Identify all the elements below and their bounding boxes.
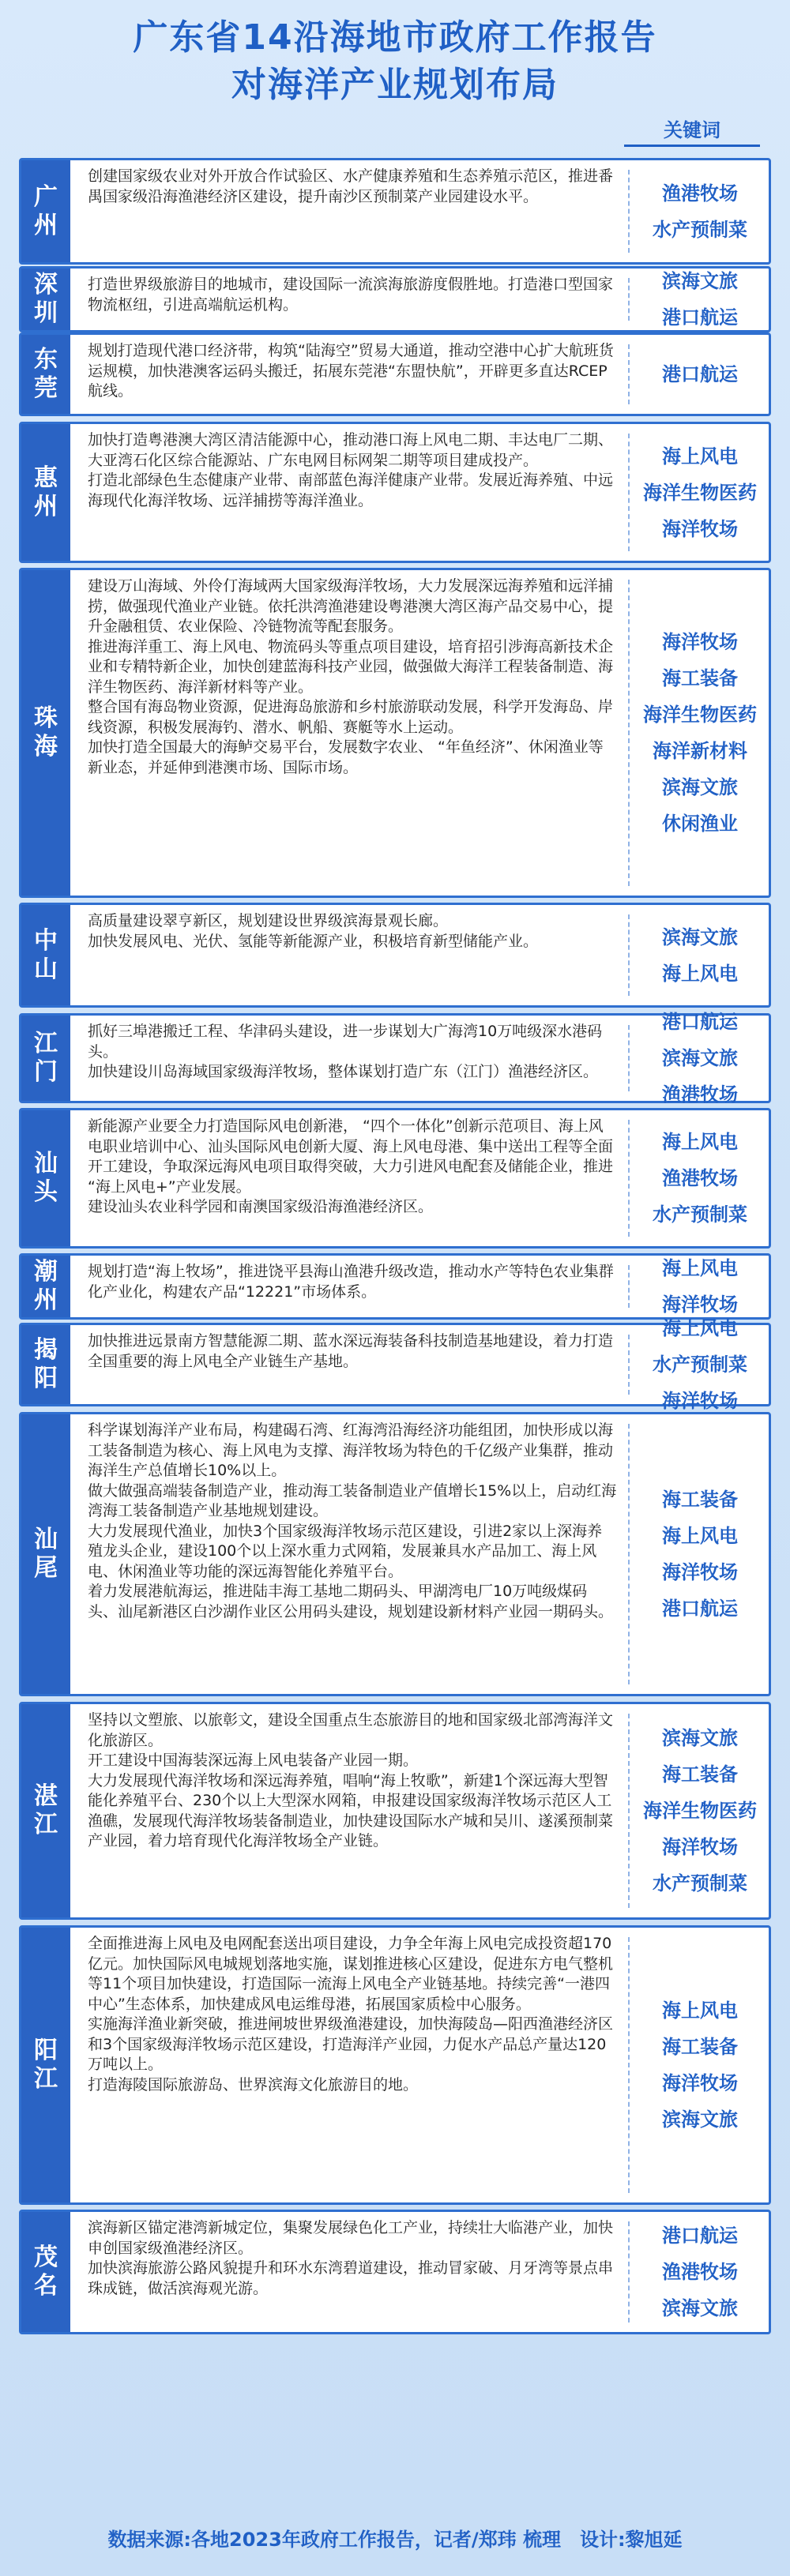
city-row <box>19 2210 771 2334</box>
plan-paragraph: 实施海洋渔业新突破，推进闸坡世界级渔港建设，加快海陵岛—阳西渔港经济区和3个国家级海洋牧场示范区建设，打造海洋产业园，力促水产品总产量达120万吨以上。 <box>88 2015 614 2073</box>
dashed-divider <box>628 1714 630 1908</box>
city-row <box>19 1412 771 1696</box>
keyword-tag: 滨海文旅 <box>662 1727 738 1749</box>
keyword-tag: 港口航运 <box>662 2225 738 2247</box>
city-row <box>19 1702 771 1920</box>
keyword-list <box>631 1110 769 1246</box>
keyword-tag: 滨海文旅 <box>662 270 738 292</box>
plan-paragraph: 打造世界级旅游目的地城市，建设国际一流滨海旅游度假胜地。打造港口型国家物流枢纽，引进高端航运机构。 <box>88 276 614 314</box>
keyword-tag: 滨海文旅 <box>662 1047 738 1069</box>
dashed-divider <box>628 278 630 321</box>
plan-paragraph: 推进海洋重工、海上风电、物流码头等重点项目建设，培育招引涉海高新技术企业和专精特新企业，加快创建蓝海科技产业园，做强做大海洋工程装备制造、海洋生物医药、海洋新材料等产业。 <box>88 637 614 696</box>
plan-paragraph: 整合国有海岛物业资源，促进海岛旅游和乡村旅游联动发展，科学开发海岛、岸线资源，积极发展海钓、潜水、帆船、赛艇等水上运动。 <box>88 698 614 736</box>
keyword-list <box>631 268 769 330</box>
keyword-header: 关键词 <box>664 119 720 141</box>
plan-paragraph: 加快打造全国最大的海鲈交易平台，发展数字农业、 “年鱼经济”、休闲渔业等新业态，并延伸到港澳市场、国际市场。 <box>88 738 604 776</box>
plan-paragraph: 规划打造现代港口经济带，构筑“陆海空”贸易大通道，推动空港中心扩大航班货运规模，加快港澳客运码头搬迁，拓展东莞港“东盟快航”，开辟更多直达RCEP航线。 <box>88 342 614 400</box>
plan-paragraph: 创建国家级农业对外开放合作试验区、水产健康养殖和生态养殖示范区，推进番禺国家级沿海渔港经济区建设，提升南沙区预制菜产业园建设水平。 <box>88 167 614 205</box>
plan-paragraph: 新能源产业要全力打造国际风电创新港， “四个一体化”创新示范项目、海上风电职业培训中心、汕头国际风电创新大厦、海上风电母港、集中送出工程等全面开工建设，争取深远海风电项目取得突破，大力引进风电配套及储能企业，推进 “海上风电+”产业发展。 <box>88 1117 614 1196</box>
plan-paragraph: 做大做强高端装备制造产业，推动海工装备制造业产值增长15%以上，启动红海湾海工装备制造产业基地规划建设。 <box>88 1481 617 1519</box>
city-plan-text <box>88 1710 617 1852</box>
keyword-tag: 海上风电 <box>662 2000 738 2022</box>
city-plan-text <box>88 576 617 778</box>
keyword-tag: 滨海文旅 <box>662 2297 738 2319</box>
dashed-divider <box>628 2221 630 2323</box>
keyword-list <box>631 2212 769 2332</box>
city-name: 汕尾 <box>21 1414 70 1694</box>
city-row <box>19 568 771 898</box>
keyword-list <box>631 424 769 561</box>
keyword-tag: 海洋牧场 <box>662 1294 738 1316</box>
plan-paragraph: 打造海陵国际旅游岛、世界滨海文化旅游目的地。 <box>88 2075 419 2093</box>
city-row <box>19 266 771 332</box>
city-plan-text <box>88 1022 617 1083</box>
keyword-tag: 港口航运 <box>662 1011 738 1033</box>
plan-paragraph: 打造北部绿色生态健康产业带、南部蓝色海洋健康产业带。发展近海养殖、中远海现代化海洋牧场、远洋捕捞等海洋渔业。 <box>88 471 614 509</box>
keyword-tag: 渔港牧场 <box>662 1083 738 1106</box>
city-name: 揭阳 <box>21 1325 70 1404</box>
keyword-tag: 港口航运 <box>662 363 738 385</box>
city-plan-text <box>88 1421 617 1622</box>
plan-paragraph: 规划打造“海上牧场”，推进饶平县海山渔港升级改造，推动水产等特色农业集群化产业化，构建农产品“12221”市场体系。 <box>88 1263 614 1301</box>
plan-paragraph: 着力发展港航海运，推进陆丰海工基地二期码头、甲湖湾电厂10万吨级煤码头、汕尾新港区白沙湖作业区公用码头建设，规划建设新材料产业园一期码头。 <box>88 1583 614 1620</box>
city-row <box>19 1108 771 1249</box>
city-plan-text <box>88 341 617 402</box>
keyword-tag: 休闲渔业 <box>662 813 738 835</box>
plan-paragraph: 全面推进海上风电及电网配套送出项目建设，力争全年海上风电完成投资超170亿元。加快国际风电城规划落地实施，谋划推进核心区建设，促进东方电气整机等11个项目加快建设，打造国际一流海上风电全产业链基地。持续完善“一港四中心”生态体系，加快建成风电运维母港，拓展国家质检中心服务。 <box>88 1935 614 2013</box>
dashed-divider <box>628 1120 630 1237</box>
city-name: 中山 <box>21 905 70 1005</box>
title-line-1: 广东省14沿海地市政府工作报告 <box>133 17 657 58</box>
keyword-tag: 海上风电 <box>662 962 738 985</box>
keyword-tag: 海洋生物医药 <box>643 704 757 726</box>
keyword-tag: 水产预制菜 <box>653 1354 747 1376</box>
keyword-tag: 水产预制菜 <box>653 1204 747 1226</box>
plan-paragraph: 加快滨海旅游公路风貌提升和环水东湾碧道建设，推动冒家破、月牙湾等景点串珠成链，做活滨海观光游。 <box>88 2259 614 2297</box>
keyword-list <box>631 1317 769 1412</box>
keyword-list <box>631 1256 769 1317</box>
keyword-tag: 水产预制菜 <box>653 1872 747 1894</box>
city-plan-text <box>88 167 617 207</box>
city-name: 汕头 <box>21 1110 70 1246</box>
keyword-list <box>631 335 769 414</box>
dashed-divider <box>628 1937 630 2193</box>
city-name: 惠州 <box>21 424 70 561</box>
plan-paragraph: 加快推进远景南方智慧能源二期、蓝水深远海装备科技制造基地建设，着力打造全国重要的海上风电全产业链生产基地。 <box>88 1332 614 1370</box>
city-name: 阳江 <box>21 1928 70 2202</box>
keyword-tag: 海上风电 <box>662 1525 738 1547</box>
plan-paragraph: 建设汕头农业科学园和南澳国家级沿海渔港经济区。 <box>88 1198 434 1215</box>
keyword-list <box>631 1011 769 1106</box>
keyword-list <box>631 1414 769 1694</box>
city-plan-text <box>88 1331 617 1372</box>
dashed-divider <box>628 1265 630 1308</box>
city-row <box>19 903 771 1008</box>
city-row <box>19 1253 771 1320</box>
keyword-tag: 滨海文旅 <box>662 2108 738 2131</box>
dashed-divider <box>628 434 630 551</box>
plan-paragraph: 加快打造粤港澳大湾区清洁能源中心，推动港口海上风电二期、丰达电厂二期、大亚湾石化区综合能源站、广东电网目标网架二期等项目建成投产。 <box>88 431 614 469</box>
plan-paragraph: 抓好三埠港搬迁工程、华津码头建设，进一步谋划大广海湾10万吨级深水港码头。 <box>88 1023 603 1061</box>
city-name: 茂名 <box>21 2212 70 2332</box>
keyword-tag: 渔港牧场 <box>662 2261 738 2283</box>
city-name: 江门 <box>21 1016 70 1101</box>
keyword-tag: 港口航运 <box>662 306 738 329</box>
city-plan-text <box>88 1117 617 1218</box>
keyword-tag: 海洋牧场 <box>662 1561 738 1583</box>
keyword-tag: 港口航运 <box>662 1598 738 1620</box>
city-row <box>19 1925 771 2205</box>
keyword-tag: 海上风电 <box>662 1131 738 1153</box>
dashed-divider <box>628 1025 630 1091</box>
plan-paragraph: 加快建设川岛海域国家级海洋牧场，整体谋划打造广东（江门）渔港经济区。 <box>88 1063 599 1080</box>
keyword-tag: 海洋牧场 <box>662 631 738 653</box>
city-plan-text <box>88 1262 617 1302</box>
page-title <box>0 14 790 109</box>
keyword-list <box>631 570 769 896</box>
city-name: 东莞 <box>21 335 70 414</box>
keyword-tag: 海工装备 <box>662 1489 738 1511</box>
keyword-tag: 海洋牧场 <box>662 2072 738 2094</box>
city-plan-text <box>88 1934 617 2095</box>
keyword-tag: 渔港牧场 <box>662 182 738 205</box>
city-row <box>19 422 771 563</box>
keyword-tag: 海工装备 <box>662 2036 738 2058</box>
keyword-tag: 海洋牧场 <box>662 1390 738 1412</box>
city-row <box>19 1011 771 1106</box>
dashed-divider <box>628 1335 630 1395</box>
plan-paragraph: 高质量建设翠亨新区，规划建设世界级滨海景观长廊。 <box>88 912 449 929</box>
dashed-divider <box>628 1424 630 1684</box>
city-name: 湛江 <box>21 1704 70 1917</box>
dashed-divider <box>628 914 630 996</box>
title-line-2: 对海洋产业规划布局 <box>231 65 559 105</box>
keyword-list <box>631 1704 769 1917</box>
keyword-list <box>631 1928 769 2202</box>
city-name: 深圳 <box>21 268 70 330</box>
keyword-tag: 海上风电 <box>662 445 738 468</box>
city-row <box>19 1317 771 1412</box>
plan-paragraph: 开工建设中国海装深远海上风电装备产业园一期。 <box>88 1752 419 1769</box>
plan-paragraph: 滨海新区锚定港湾新城定位，集聚发展绿色化工产业，持续壮大临港产业，加快申创国家级渔港经济区。 <box>88 2219 614 2257</box>
keyword-tag: 海洋生物医药 <box>643 481 757 504</box>
keyword-header-underline <box>624 145 760 147</box>
keyword-tag: 滨海文旅 <box>662 776 738 798</box>
plan-paragraph: 大力发展现代海洋牧场和深远海养殖，唱响“海上牧歌”，新建1个深远海大型智能化养殖平台、230个以上大型深水网箱，申报建设国家级海洋牧场示范区人工渔礁，发展现代海洋牧场装备制造业，加快建设国际水产城和吴川、遂溪预制菜产业园，着力培育现代化海洋牧场全产业链。 <box>88 1771 614 1849</box>
city-plan-text <box>88 275 617 315</box>
keyword-tag: 海洋牧场 <box>662 1836 738 1858</box>
keyword-tag: 海洋牧场 <box>662 517 738 540</box>
keyword-tag: 渔港牧场 <box>662 1167 738 1189</box>
keyword-tag: 海洋新材料 <box>653 740 747 762</box>
keyword-tag: 滨海文旅 <box>662 926 738 948</box>
dashed-divider <box>628 344 630 404</box>
keyword-list <box>631 160 769 262</box>
city-name: 珠海 <box>21 570 70 896</box>
plan-paragraph: 坚持以文塑旅、以旅彰文，建设全国重点生态旅游目的地和国家级北部湾海洋文化旅游区。 <box>88 1711 614 1749</box>
plan-paragraph: 大力发展现代渔业，加快3个国家级海洋牧场示范区建设，引进2家以上深海养殖龙头企业，建设100个以上深水重力式网箱，发展兼具水产品加工、海上风电、休闲渔业等功能的深远海智能化养殖平台。 <box>88 1522 603 1580</box>
keyword-tag: 海上风电 <box>662 1257 738 1279</box>
city-plan-text <box>88 911 617 952</box>
city-row <box>19 158 771 265</box>
keyword-list <box>631 905 769 1005</box>
plan-paragraph: 加快发展风电、光伏、氢能等新能源产业，积极培育新型储能产业。 <box>88 932 539 950</box>
city-plan-text <box>88 430 617 511</box>
keyword-tag: 海上风电 <box>662 1317 738 1339</box>
keyword-tag: 海洋生物医药 <box>643 1800 757 1822</box>
city-name: 潮州 <box>21 1256 70 1317</box>
footer-credits: 数据来源:各地2023年政府工作报告，记者/郑玮 梳理 设计:黎旭延 <box>107 2529 683 2551</box>
city-row <box>19 332 771 416</box>
plan-paragraph: 建设万山海域、外伶仃海域两大国家级海洋牧场，大力发展深远海养殖和远洋捕捞，做强现代渔业产业链。依托洪湾渔港建设粤港澳大湾区海产品交易中心，提升金融租赁、农业保险、冷链物流等配套服务。 <box>88 577 614 635</box>
keyword-tag: 海工装备 <box>662 1763 738 1786</box>
dashed-divider <box>628 170 630 253</box>
city-name: 广州 <box>21 160 70 262</box>
plan-paragraph: 科学谋划海洋产业布局，构建碣石湾、红海湾沿海经济功能组团，加快形成以海工装备制造为核心、海上风电为支撑、海洋牧场为特色的千亿级产业集群，推动海洋生产总值增长10%以上。 <box>88 1421 614 1479</box>
city-plan-text <box>88 2218 617 2299</box>
keyword-tag: 海工装备 <box>662 667 738 689</box>
keyword-tag: 水产预制菜 <box>653 218 747 241</box>
dashed-divider <box>628 580 630 886</box>
